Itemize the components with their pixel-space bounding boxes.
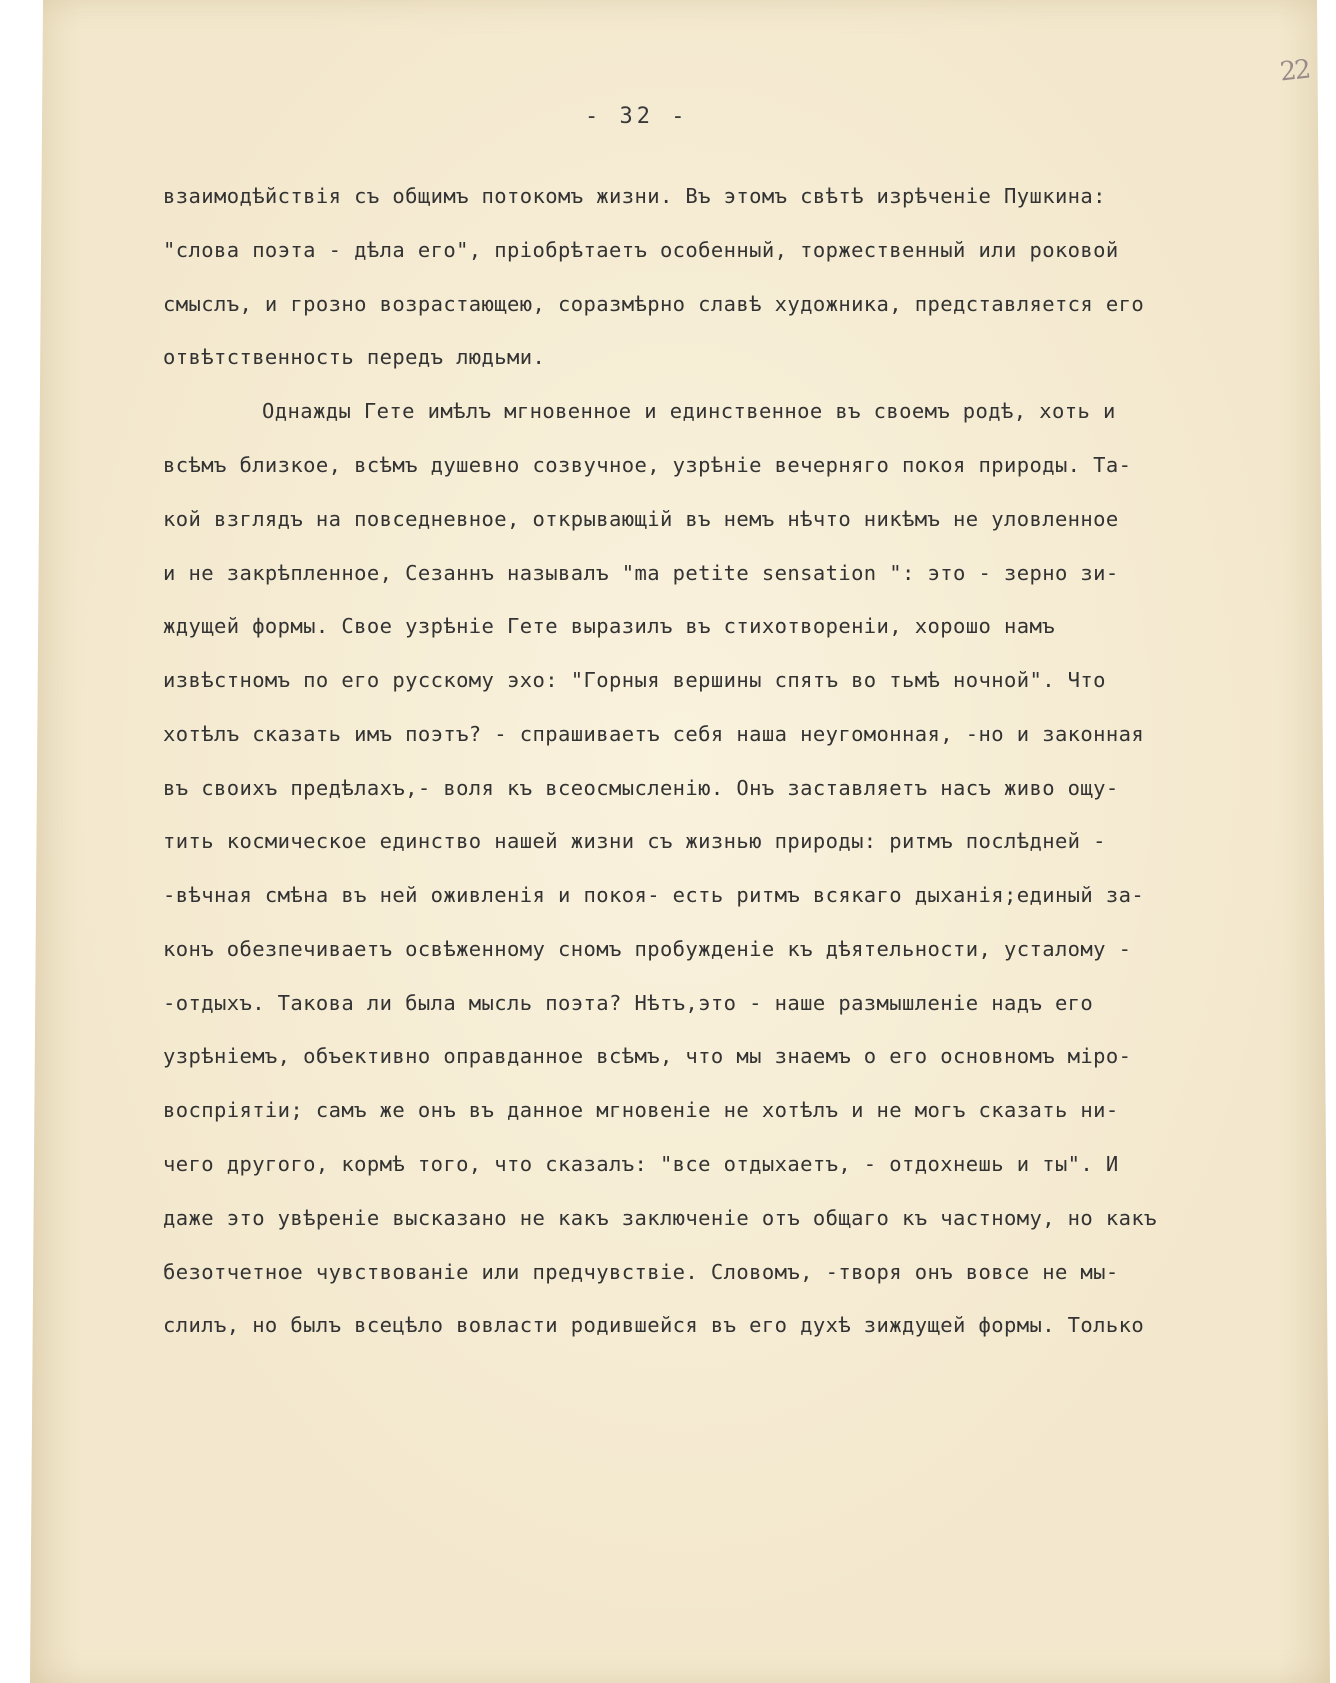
- text-line: въ своихъ предѣлахъ,- воля къ всеосмысленію. Онъ заставляетъ насъ живо ощу-: [163, 776, 1119, 800]
- text-line: "слова поэта - дѣла его", пріобрѣтаетъ особенный, торжественный или роковой: [163, 238, 1119, 262]
- text-line: узрѣніемъ, объективно оправданное всѣмъ, что мы знаемъ о его основномъ міро-: [163, 1044, 1132, 1068]
- text-line: всѣмъ близкое, всѣмъ душевно созвучное, узрѣніе вечерняго покоя природы. Та-: [163, 453, 1132, 477]
- archive-folio-number: 22: [1278, 54, 1311, 88]
- text-line: извѣстномъ по его русскому эхо: "Горныя вершины спятъ во тьмѣ ночной". Что: [163, 668, 1106, 692]
- text-line: конъ обезпечиваетъ освѣженному сномъ пробужденіе къ дѣятельности, усталому -: [163, 937, 1132, 961]
- text-line: смыслъ, и грозно возрастающею, соразмѣрно славѣ художника, представляется его: [163, 292, 1145, 316]
- page-number: - 32 -: [585, 104, 689, 129]
- text-line: кой взглядъ на повседневное, открывающій въ немъ нѣчто никѣмъ не уловленное: [163, 507, 1119, 531]
- text-line: даже это увѣреніе высказано не какъ заключеніе отъ общаго къ частному, но какъ: [163, 1206, 1157, 1230]
- text-line: отвѣтственность передъ людьми.: [163, 345, 546, 369]
- text-line: -вѣчная смѣна въ ней оживленія и покоя- есть ритмъ всякаго дыханія;единый за-: [163, 883, 1145, 907]
- text-line: чего другого, кормѣ того, что сказалъ: "все отдыхаетъ, - отдохнешь и ты". И: [163, 1152, 1119, 1176]
- text-line: тить космическое единство нашей жизни съ жизнью природы: ритмъ послѣдней -: [163, 829, 1106, 853]
- text-line: слилъ, но былъ всецѣло вовласти родившейся въ его духѣ зиждущей формы. Только: [163, 1313, 1145, 1337]
- text-line: Однажды Гете имѣлъ мгновенное и единственное въ своемъ родѣ, хоть и: [262, 399, 1116, 423]
- text-line: взаимодѣйствія съ общимъ потокомъ жизни. Въ этомъ свѣтѣ изрѣченіе Пушкина:: [163, 184, 1106, 208]
- text-line: ждущей формы. Свое узрѣніе Гете выразилъ въ стихотвореніи, хорошо намъ: [163, 614, 1055, 638]
- text-line: воспріятіи; самъ же онъ въ данное мгновеніе не хотѣлъ и не могъ сказать ни-: [163, 1098, 1119, 1122]
- text-line: безотчетное чувствованіе или предчувствіе. Словомъ, -творя онъ вовсе не мы-: [163, 1260, 1119, 1284]
- text-line: хотѣлъ сказать имъ поэтъ? - спрашиваетъ себя наша неугомонная, -но и законная: [163, 722, 1145, 746]
- text-line: -отдыхъ. Такова ли была мысль поэта? Нѣтъ,это - наше размышленіе надъ его: [163, 991, 1094, 1015]
- text-line: и не закрѣпленное, Сезаннъ называлъ "ma petite sensation ": это - зерно зи-: [163, 561, 1119, 585]
